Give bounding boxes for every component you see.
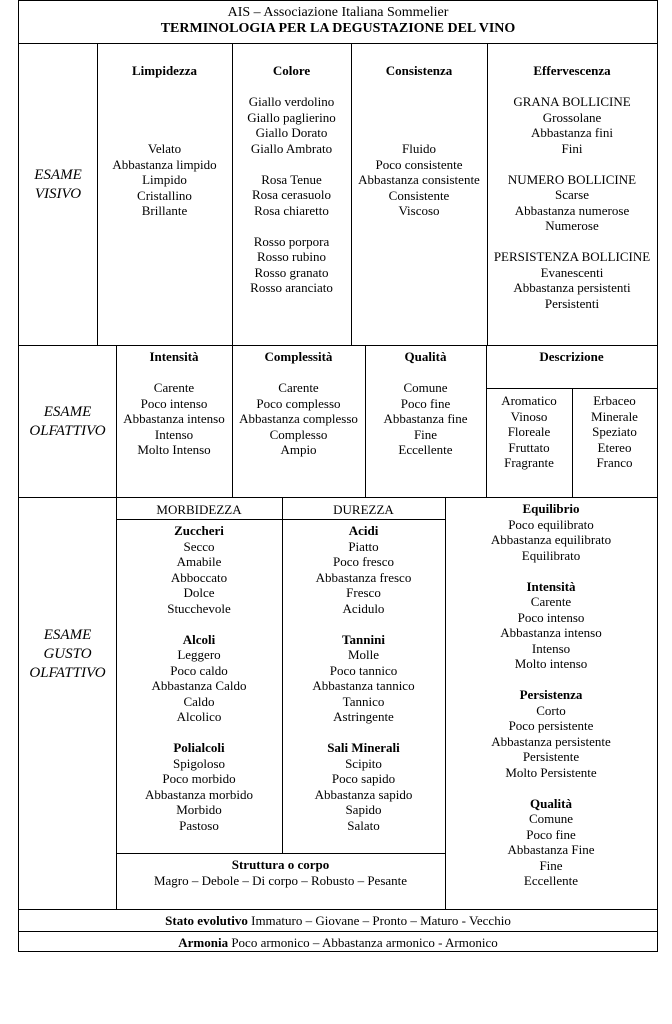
list-item: Complesso: [269, 426, 328, 442]
list-item: Poco tannico: [329, 662, 398, 678]
list-item: Poco equilibrato: [508, 516, 594, 532]
section-label-gusto: [19, 626, 116, 683]
list-item: Fluido: [402, 141, 436, 156]
list-item: Viscoso: [398, 203, 440, 218]
list-item: Ampio: [280, 442, 317, 457]
list-item: Rosso rubino: [257, 249, 326, 264]
list-item: Persistente: [522, 749, 580, 764]
column-title: Qualità: [530, 795, 572, 811]
list-item: Abbastanza Fine: [507, 842, 595, 857]
list-item: Sapido: [345, 802, 382, 817]
label-line: ESAME: [34, 167, 82, 183]
list-item: Spigoloso: [172, 755, 225, 771]
list-item: Rosso granato: [254, 264, 329, 280]
list-item: Numerose: [545, 218, 599, 233]
limpidezza-list: [97, 141, 232, 219]
list-item: Eccellente: [398, 442, 453, 457]
list-item: Piatto: [348, 538, 379, 554]
struttura-cell: [116, 857, 445, 888]
list-item: Pastoso: [179, 817, 219, 833]
list-item: Abbastanza sapido: [314, 786, 413, 802]
column-title: Sali Minerali: [327, 740, 400, 755]
list-item: Velato: [147, 141, 182, 156]
olf-intensita-column: [116, 349, 232, 458]
list-item: Evanescenti: [540, 264, 604, 280]
list-item: Molto intenso: [514, 656, 588, 671]
list-item: Carente: [278, 380, 319, 395]
label-line: VISIVO: [34, 186, 82, 202]
list-item: Scarse: [555, 187, 589, 202]
descrizione-left-list: [486, 393, 572, 471]
list-item: Poco persistente: [508, 718, 594, 733]
column-title: Intensità: [149, 349, 199, 364]
column-title: Acidi: [348, 523, 379, 538]
list-item: Abbastanza morbido: [145, 786, 253, 802]
list-item: Giallo Dorato: [255, 125, 328, 140]
list-item: Abbastanza consistente: [358, 172, 480, 187]
column-title: Colore: [272, 63, 311, 78]
list-item: Abbastanza intenso: [123, 411, 225, 426]
list-item: Poco complesso: [256, 395, 341, 411]
armonia-text: Poco armonico – Abbastanza armonico - Armonico: [228, 935, 498, 950]
morbidezza-header: [116, 502, 282, 518]
list-item: Abbastanza tannico: [312, 678, 415, 693]
list-item: Vinoso: [510, 408, 548, 424]
durezza-header: [282, 502, 445, 518]
list-item: Fruttato: [508, 439, 550, 455]
list-item: Dolce: [183, 585, 215, 600]
list-item: Comune: [528, 811, 574, 826]
list-item: Salato: [347, 817, 380, 833]
list-item: Aromatico: [501, 393, 557, 408]
list-item: Carente: [530, 594, 572, 609]
list-item: Corto: [536, 702, 566, 718]
terminology-table: [18, 0, 658, 952]
list-item: Cristallino: [137, 187, 192, 203]
list-item: Abbastanza Caldo: [151, 678, 247, 693]
list-item: Abbastanza persistenti: [513, 280, 631, 295]
column-title: Struttura o corpo: [231, 857, 330, 872]
list-item: Molle: [347, 647, 380, 662]
list-item: Poco intenso: [140, 395, 208, 411]
column-title: Qualità: [404, 349, 447, 364]
list-item: Rosa chiaretto: [254, 202, 329, 218]
subgroup-title: NUMERO BOLLICINE: [507, 171, 637, 187]
list-item: Poco intenso: [517, 609, 585, 625]
list-item: Poco fine: [526, 826, 576, 842]
column-title: Complessità: [264, 349, 333, 364]
list-item: Grossolane: [542, 109, 602, 125]
list-item: Fresco: [346, 585, 381, 600]
list-item: Poco sapido: [331, 771, 396, 786]
list-item: Scipito: [345, 755, 382, 771]
list-item: Consistente: [388, 187, 450, 203]
label-line: ESAME: [43, 404, 92, 420]
column-title: Equilibrio: [522, 501, 580, 516]
list-item: Poco fine: [400, 395, 451, 411]
list-item: Caldo: [183, 693, 215, 709]
list-item: Fragrante: [504, 455, 554, 470]
column-title: Descrizione: [539, 349, 604, 364]
list-item: Rosa Tenue: [261, 171, 322, 187]
list-item: Giallo Ambrato: [250, 140, 333, 156]
list-item: Fine: [539, 857, 563, 873]
list-item: Abbastanza limpido: [112, 156, 217, 172]
group-header: DUREZZA: [333, 502, 394, 517]
struttura-scale: Magro – Debole – Di corpo – Robusto – Pesante: [153, 872, 408, 888]
subgroup-title: PERSISTENZA BOLLICINE: [493, 249, 651, 264]
list-item: Secco: [183, 538, 215, 554]
section-label-visivo: [19, 166, 97, 204]
column-title: Consistenza: [385, 63, 453, 78]
label-line: GUSTO: [43, 646, 92, 662]
list-item: Abbastanza equilibrato: [490, 532, 612, 547]
section-label-olfattivo: [19, 403, 116, 441]
column-title: Limpidezza: [132, 63, 197, 78]
group-header: MORBIDEZZA: [156, 502, 242, 517]
column-title: Tannini: [342, 631, 385, 647]
morbidezza-column: [116, 523, 282, 833]
consistenza-list: [351, 141, 487, 219]
list-item: Floreale: [507, 424, 551, 439]
label-line: OLFATTIVO: [29, 665, 106, 681]
list-item: Persistenti: [544, 295, 600, 311]
list-item: Abbastanza fresco: [315, 569, 412, 585]
list-item: Rosa cerasuolo: [251, 187, 332, 202]
column-title: Polialcoli: [173, 740, 225, 755]
durezza-column: [282, 523, 445, 833]
table-header: [19, 5, 657, 37]
consistenza-column: [351, 63, 487, 79]
list-item: Fini: [561, 140, 583, 156]
list-item: Rosso aranciato: [250, 280, 333, 295]
list-item: Giallo verdolino: [248, 94, 335, 109]
list-item: Abbastanza persistente: [491, 733, 611, 749]
stato-text: Immaturo – Giovane – Pronto – Maturo - Vecchio: [247, 913, 511, 928]
list-item: Abbastanza fine: [383, 411, 468, 426]
list-item: Poco fresco: [332, 554, 394, 569]
list-item: Poco consistente: [375, 156, 463, 172]
list-item: Eccellente: [523, 873, 579, 888]
armonia-label: Armonia: [178, 935, 229, 950]
column-title: Effervescenza: [533, 63, 611, 78]
list-item: Poco morbido: [162, 771, 236, 786]
olf-qualita-column: [365, 349, 486, 458]
list-item: Intenso: [154, 426, 194, 442]
list-item: Abbastanza fini: [531, 125, 613, 140]
list-item: Comune: [403, 380, 448, 395]
list-item: Astringente: [333, 709, 394, 724]
olf-complessita-column: [232, 349, 365, 458]
list-item: Rosso porpora: [253, 233, 330, 249]
list-item: Fine: [413, 426, 438, 442]
list-item: Minerale: [591, 408, 638, 424]
list-item: Stucchevole: [167, 600, 231, 616]
list-item: Tannico: [342, 693, 385, 709]
effervescenza-column: [487, 63, 657, 311]
subgroup-title: GRANA BOLLICINE: [513, 94, 631, 109]
list-item: Molto Intenso: [137, 442, 211, 457]
column-title: Zuccheri: [174, 523, 224, 538]
list-item: Carente: [153, 380, 195, 395]
list-item: Limpido: [142, 172, 187, 187]
list-item: Erbaceo: [593, 393, 636, 408]
list-item: Poco caldo: [170, 662, 228, 678]
stato-label: Stato evolutivo: [165, 913, 248, 928]
label-line: ESAME: [43, 627, 92, 643]
list-item: Abbastanza numerose: [514, 202, 630, 218]
list-item: Franco: [596, 455, 633, 470]
list-item: Brillante: [141, 203, 188, 218]
list-item: Leggero: [177, 647, 221, 662]
descrizione-right-list: [572, 393, 657, 471]
olf-descrizione-title: [486, 349, 657, 365]
list-item: Abboccato: [170, 569, 228, 585]
column-title: Alcoli: [182, 631, 216, 647]
limpidezza-column: [97, 63, 232, 79]
list-item: Abbastanza complesso: [239, 411, 358, 426]
header-title: TERMINOLOGIA PER LA DEGUSTAZIONE DEL VINO: [160, 21, 516, 36]
header-line1: AIS – Associazione Italiana Sommelier: [227, 5, 449, 20]
list-item: Abbastanza intenso: [500, 625, 602, 640]
list-item: Etereo: [597, 439, 632, 455]
list-item: Giallo paglierino: [247, 109, 336, 125]
column-title: Intensità: [526, 578, 576, 594]
armonia-row: [19, 935, 657, 951]
label-line: OLFATTIVO: [29, 423, 106, 439]
column-title: Persistenza: [519, 687, 583, 702]
list-item: Alcolico: [176, 709, 222, 724]
list-item: Acidulo: [342, 600, 385, 616]
list-item: Speziato: [592, 424, 637, 439]
colore-column: [232, 63, 351, 296]
list-item: Morbido: [176, 802, 222, 817]
gusto-right-column: [445, 501, 657, 889]
stato-evolutivo-row: [19, 913, 657, 929]
list-item: Intenso: [531, 640, 571, 656]
list-item: Amabile: [176, 554, 222, 569]
list-item: Equilibrato: [521, 547, 581, 563]
list-item: Molto Persistente: [505, 764, 597, 780]
